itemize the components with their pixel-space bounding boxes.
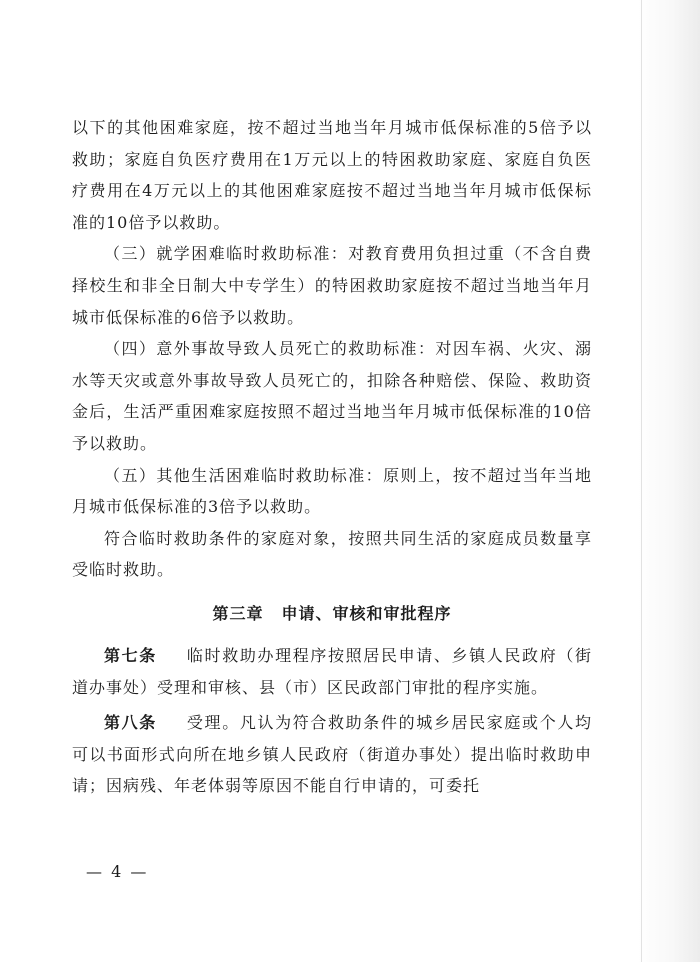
- article-eight-text: 受理。凡认为符合救助条件的城乡居民家庭或个人均可以书面形式向所在地乡镇人民政府（街道办事处）提出临时救助申请；因病残、年老体弱等原因不能自行申请的，可委托: [72, 713, 592, 796]
- article-eight-label: 第八条: [104, 713, 157, 733]
- scan-edge-line: [641, 0, 642, 962]
- page-number: — 4 —: [86, 862, 149, 881]
- paragraph-accident-standard: （四）意外事故导致人员死亡的救助标准：对因车祸、火灾、溺水等天灾或意外事故导致人员死亡的，扣除各种赔偿、保险、救助资金后，生活严重困难家庭按照不超过当地当年月城市低保标准的10倍予以救助。: [72, 339, 592, 453]
- article-seven-label: 第七条: [104, 645, 157, 665]
- scan-shadow-edge: [638, 0, 700, 962]
- chapter-number: 第三章: [212, 603, 264, 623]
- paragraph-medical-standard: 以下的其他困难家庭，按不超过当地当年月城市低保标准的5倍予以救助；家庭自负医疗费用在1万元以上的特困救助家庭、家庭自负医疗费用在4万元以上的其他困难家庭按不超过当地当年月城市低保标准的10倍予以救助。: [72, 118, 592, 232]
- document-body: [72, 112, 592, 802]
- article-seven: [72, 640, 592, 703]
- chapter-title: 申请、审核和审批程序: [281, 603, 452, 623]
- paragraph-other-standard: （五）其他生活困难临时救助标准：原则上，按不超过当年当地月城市低保标准的3倍予以救助。: [72, 465, 592, 517]
- chapter-heading: [72, 597, 592, 631]
- paragraph-household-members: 符合临时救助条件的家庭对象，按照共同生活的家庭成员数量享受临时救助。: [72, 528, 592, 580]
- article-seven-text: 临时救助办理程序按照居民申请、乡镇人民政府（街道办事处）受理和审核、县（市）区民政部门审批的程序实施。: [72, 645, 592, 697]
- paragraph-education-standard: （三）就学困难临时救助标准：对教育费用负担过重（不含自费择校生和非全日制大中专学生）的特困救助家庭按不超过当地当年月城市低保标准的6倍予以救助。: [72, 244, 592, 327]
- article-eight: [72, 707, 592, 802]
